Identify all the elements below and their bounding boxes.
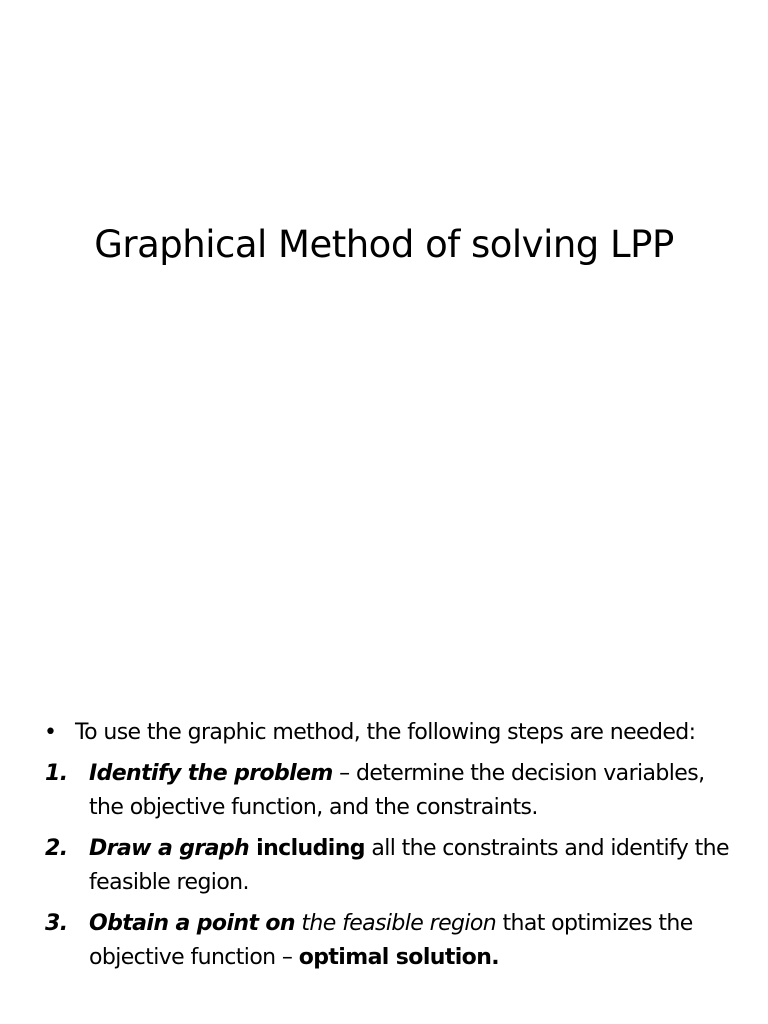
step-lead: Obtain a point on xyxy=(89,911,295,936)
step-text xyxy=(89,907,730,975)
slide-title: Graphical Method of solving LPP xyxy=(94,223,674,266)
step-text xyxy=(89,832,730,900)
intro-text: To use the graphic method, the following steps are needed: xyxy=(75,720,696,745)
step-rest: – determine the decision variables, the objective function, and the constraints. xyxy=(89,761,705,820)
step-item-1 xyxy=(40,757,730,825)
step-text xyxy=(89,757,730,825)
step-item-3 xyxy=(40,907,730,975)
step-number: 3. xyxy=(45,911,68,936)
step-number: 2. xyxy=(45,836,68,861)
step-bold-word: including xyxy=(249,836,365,861)
bullet-icon: • xyxy=(44,720,57,745)
slide-body xyxy=(40,716,730,982)
step-item-2 xyxy=(40,832,730,900)
step-lead: Draw a graph xyxy=(89,836,250,861)
step-number: 1. xyxy=(45,761,68,786)
step-italic-part: the feasible region xyxy=(295,911,497,936)
intro-bullet xyxy=(40,716,730,750)
step-bold-end: optimal solution. xyxy=(298,945,500,970)
step-lead: Identify the problem xyxy=(89,761,333,786)
step-rest: all the constraints and identify the feasible region. xyxy=(89,836,729,895)
step-rest: that optimizes the objective function – xyxy=(89,911,693,970)
